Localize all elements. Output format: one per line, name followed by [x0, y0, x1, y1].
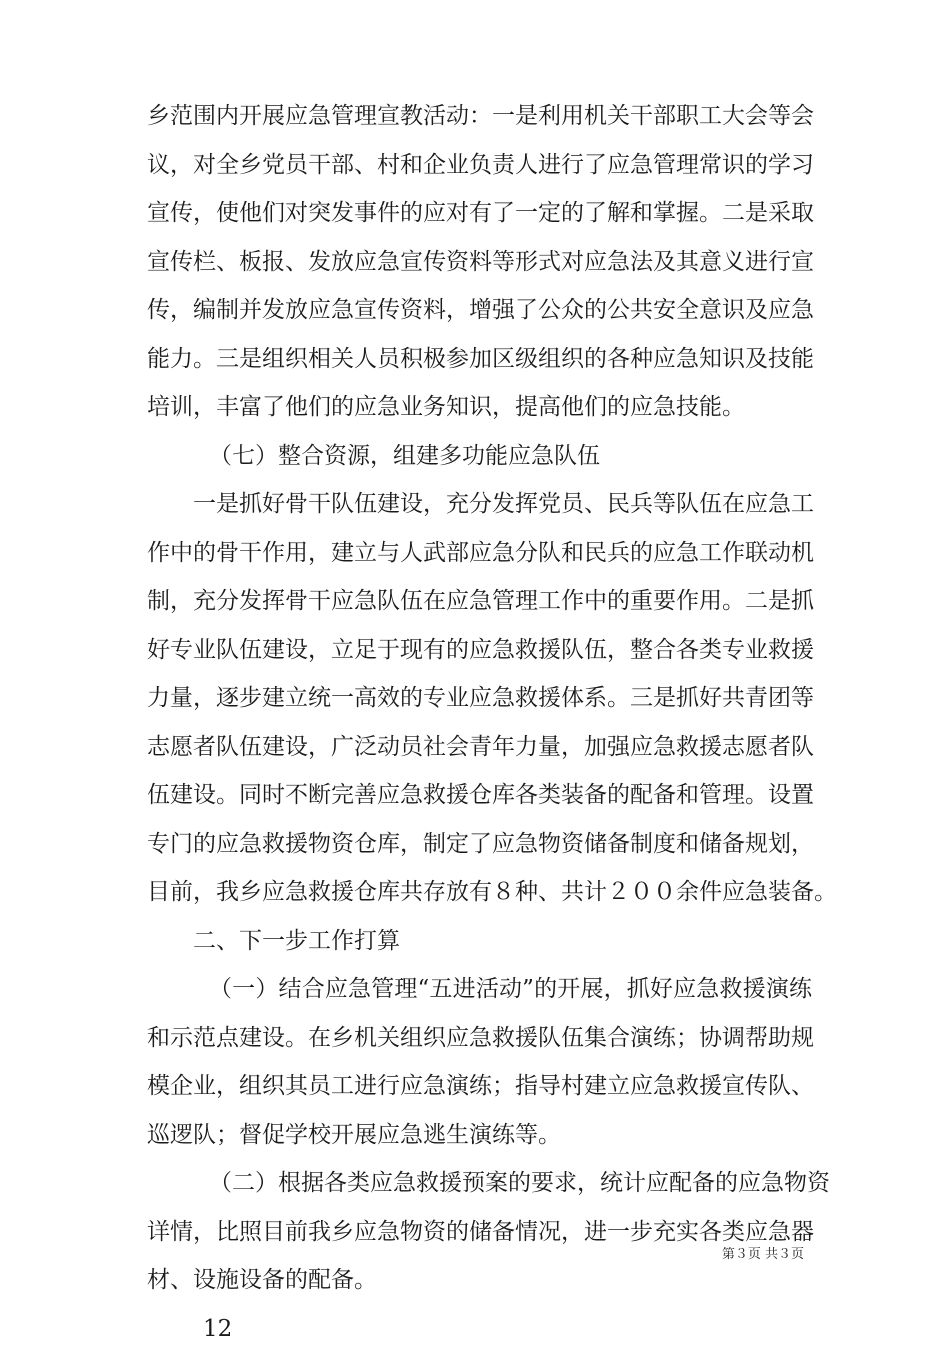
body-line: 议，对全乡党员干部、村和企业负责人进行了应急管理常识的学习 — [147, 141, 812, 190]
body-line: 传，编制并发放应急宣传资料，增强了公众的公共安全意识及应急 — [147, 286, 812, 335]
body-line: 目前，我乡应急救援仓库共存放有８种、共计２００余件应急装备。 — [147, 868, 812, 917]
body-line: （一）结合应急管理“五进活动”的开展，抓好应急救援演练 — [147, 965, 812, 1014]
body-line: 能力。三是组织相关人员积极参加区级组织的各种应急知识及技能 — [147, 335, 812, 384]
body-line: 乡范围内开展应急管理宣教活动：一是利用机关干部职工大会等会 — [147, 92, 812, 141]
body-line: 一是抓好骨干队伍建设，充分发挥党员、民兵等队伍在应急工 — [147, 480, 812, 529]
section-heading: 二、下一步工作打算 — [147, 917, 812, 966]
section-heading: （七）整合资源，组建多功能应急队伍 — [147, 432, 812, 481]
body-line: 志愿者队伍建设，广泛动员社会青年力量，加强应急救援志愿者队 — [147, 723, 812, 772]
body-line: 好专业队伍建设，立足于现有的应急救援队伍，整合各类专业救援 — [147, 626, 812, 675]
body-line: 作中的骨干作用，建立与人武部应急分队和民兵的应急工作联动机 — [147, 529, 812, 578]
body-line: 力量，逐步建立统一高效的专业应急救援体系。三是抓好共青团等 — [147, 674, 812, 723]
page-footer: 第３页 共３页 — [722, 1243, 804, 1262]
body-line: 巡逻队；督促学校开展应急逃生演练等。 — [147, 1111, 812, 1160]
body-line: 宣传，使他们对突发事件的应对有了一定的了解和掌握。二是采取 — [147, 189, 812, 238]
body-line: （二）根据各类应急救援预案的要求，统计应配备的应急物资 — [147, 1159, 812, 1208]
body-line: 模企业，组织其员工进行应急演练；指导村建立应急救援宣传队、 — [147, 1062, 812, 1111]
body-line: 制，充分发挥骨干应急队伍在应急管理工作中的重要作用。二是抓 — [147, 577, 812, 626]
body-line: 培训，丰富了他们的应急业务知识，提高他们的应急技能。 — [147, 383, 812, 432]
body-line: 材、设施设备的配备。 — [147, 1256, 812, 1305]
body-line: 和示范点建设。在乡机关组织应急救援队伍集合演练；协调帮助规 — [147, 1014, 812, 1063]
document-body — [147, 92, 812, 1353]
body-line: 专门的应急救援物资仓库，制定了应急物资储备制度和储备规划， — [147, 820, 812, 869]
body-line: 伍建设。同时不断完善应急救援仓库各类装备的配备和管理。设置 — [147, 771, 812, 820]
body-line: 详情，比照目前我乡应急物资的储备情况，进一步充实各类应急器 — [147, 1208, 812, 1257]
page-number-text: 12 — [147, 1305, 812, 1353]
body-line: 宣传栏、板报、发放应急宣传资料等形式对应急法及其意义进行宣 — [147, 238, 812, 287]
